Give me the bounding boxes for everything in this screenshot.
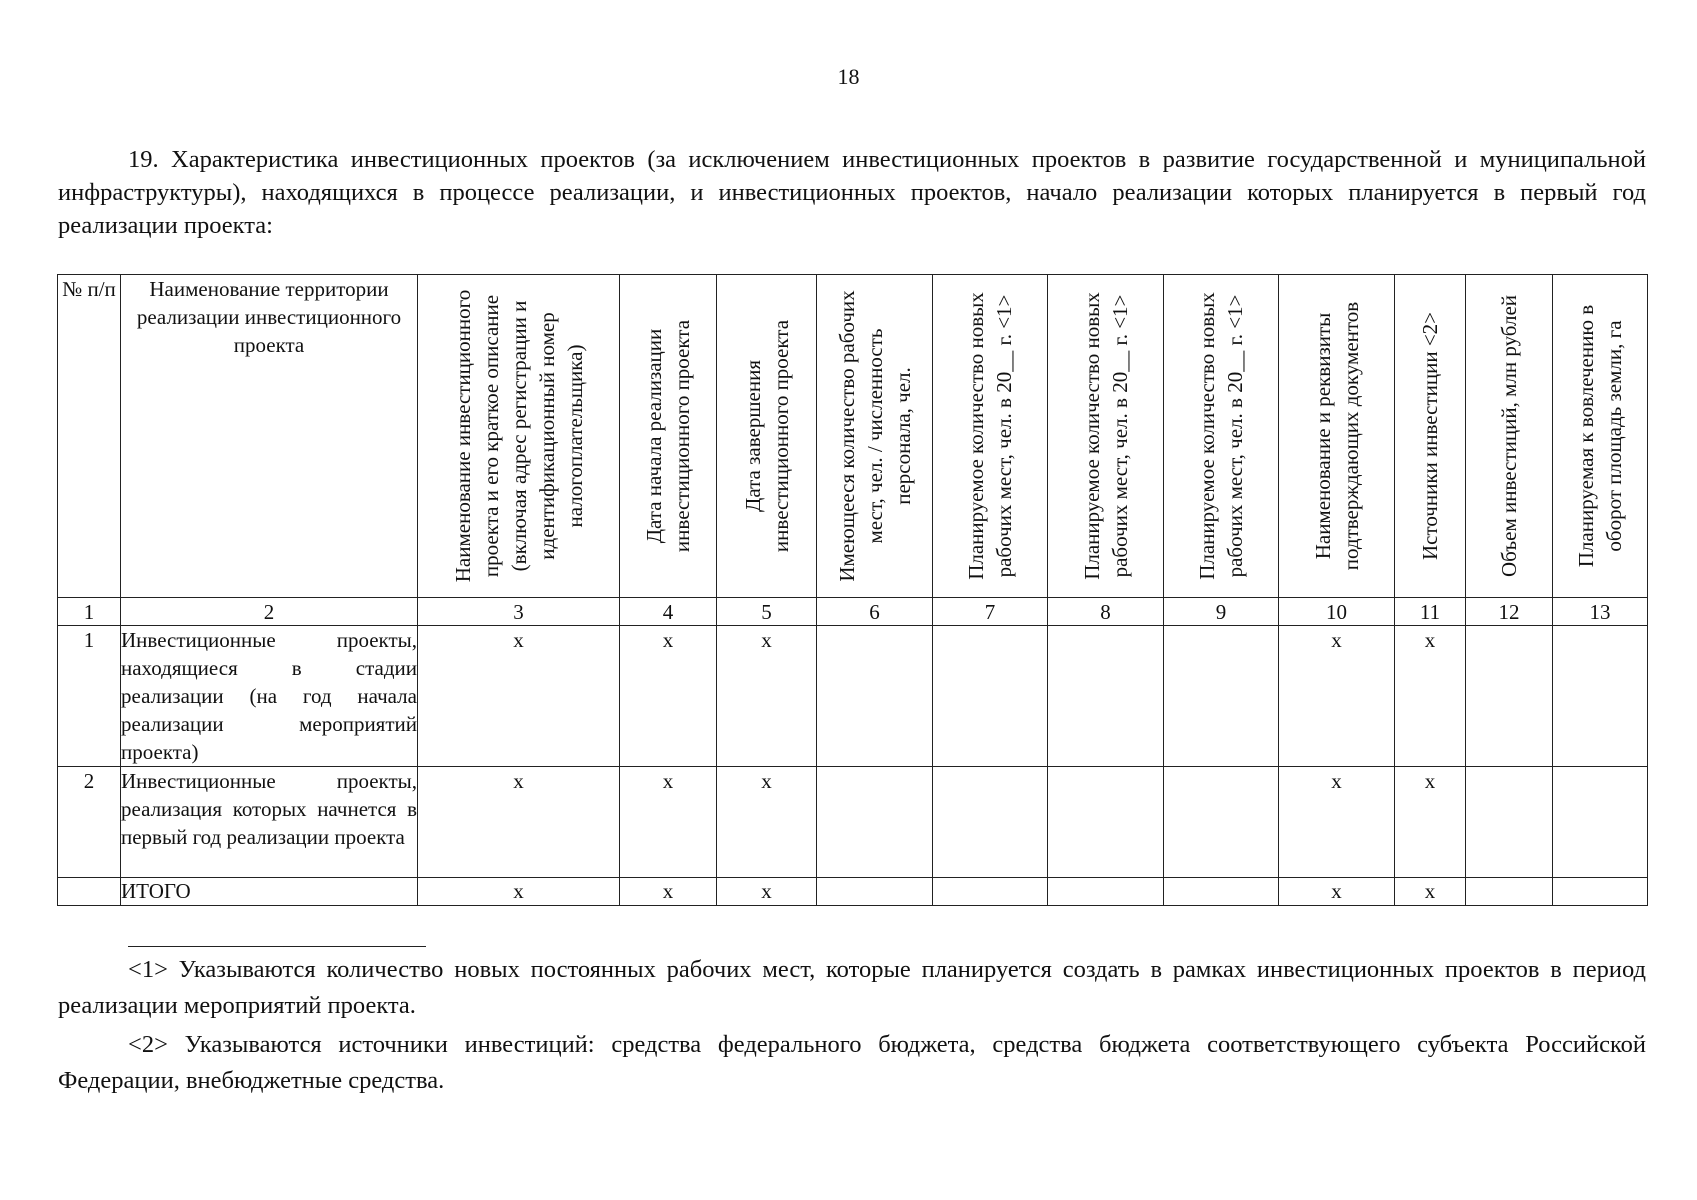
table-cell (933, 626, 1048, 767)
header-cell (1395, 275, 1466, 598)
table-cell: x (1279, 626, 1395, 767)
table-cell (1048, 767, 1164, 878)
row-name: ИТОГО (121, 878, 418, 906)
header-cell: Наименование территории реализации инвестиционного проекта (121, 275, 418, 598)
table-cell: x (1395, 878, 1466, 906)
header-cell (1553, 275, 1648, 598)
header-label: Планируемая к вовлечению в оборот площадь земли, га (1574, 304, 1626, 568)
footnote: <1> Указываются количество новых постоянных рабочих мест, которые планируется создать в рамках инвестиционных проектов в период реализации мероприятий проекта. (58, 956, 1646, 1019)
header-label: Планируемое количество новых рабочих мест, чел. в 20__ г. <1> (1195, 292, 1247, 580)
column-number: 13 (1553, 598, 1648, 626)
footnotes (58, 952, 1646, 1102)
row-number (58, 878, 121, 906)
header-label: Объем инвестиций, млн рублей (1497, 295, 1521, 578)
header-label: Планируемое количество новых рабочих мест, чел. в 20__ г. <1> (1079, 292, 1132, 580)
table-row (58, 767, 1648, 878)
column-number: 9 (1164, 598, 1279, 626)
table-cell: x (717, 626, 817, 767)
header-cell (418, 275, 620, 598)
table-cell: x (717, 878, 817, 906)
table-cell (817, 767, 933, 878)
table-cell: x (1395, 626, 1466, 767)
header-label: Дата завершения инвестиционного проекта (740, 319, 793, 553)
header-cell (1466, 275, 1553, 598)
investment-projects-table (57, 274, 1648, 906)
table-cell: x (620, 767, 717, 878)
header-cell: № п/п (58, 275, 121, 598)
table-cell: x (1279, 767, 1395, 878)
section-heading: 19. Характеристика инвестиционных проектов (за исключением инвестиционных проектов в развитие государственной и муниципальной инфраструктуры), находящихся в процессе реализации, и инвестиционных проектов, начало реализации которых планируется в первый год реализации проекта: (58, 146, 1646, 239)
table-cell (1048, 878, 1164, 906)
header-label: Источники инвестиции <2> (1418, 311, 1442, 561)
table-cell (1553, 878, 1648, 906)
table-cell: x (418, 626, 620, 767)
total-row (58, 878, 1648, 906)
table-cell: x (418, 878, 620, 906)
table-cell (1553, 767, 1648, 878)
column-number: 5 (717, 598, 817, 626)
header-label: Наименование и реквизиты подтверждающих документов (1310, 301, 1363, 571)
header-cell (717, 275, 817, 598)
footnote: <2> Указываются источники инвестиций: средства федерального бюджета, средства бюджета соответствующего субъекта Российской Федерации, внебюджетные средства. (58, 1031, 1646, 1094)
row-name: Инвестиционные проекты, реализация которых начнется в первый год реализации проекта (121, 767, 418, 878)
header-label: Имеющееся количество рабочих мест, чел. / численность персонала, чел. (834, 290, 915, 582)
table-cell: x (418, 767, 620, 878)
table-cell (933, 878, 1048, 906)
column-number: 11 (1395, 598, 1466, 626)
header-cell (1279, 275, 1395, 598)
table-cell: x (1279, 878, 1395, 906)
table-cell (817, 626, 933, 767)
table-cell: x (717, 767, 817, 878)
table-cell (933, 767, 1048, 878)
table-cell: x (620, 878, 717, 906)
header-cell (1164, 275, 1279, 598)
column-number: 4 (620, 598, 717, 626)
footnote-separator (128, 946, 426, 947)
table-cell: x (1395, 767, 1466, 878)
column-number: 6 (817, 598, 933, 626)
column-number: 1 (58, 598, 121, 626)
header-cell (1048, 275, 1164, 598)
table-cell (1466, 878, 1553, 906)
header-label: Наименование инвестиционного проекта и его краткое описание (включая адрес регистрации и идентификационный номер налогоплательщика) (450, 289, 587, 583)
header-cell (817, 275, 933, 598)
table-cell (1164, 626, 1279, 767)
table-cell (1164, 767, 1279, 878)
column-number: 8 (1048, 598, 1164, 626)
table-header-row (58, 275, 1648, 598)
header-cell (620, 275, 717, 598)
table-cell (1553, 626, 1648, 767)
row-number: 1 (58, 626, 121, 767)
column-number: 12 (1466, 598, 1553, 626)
table-cell (1466, 767, 1553, 878)
column-number: 3 (418, 598, 620, 626)
column-number: 2 (121, 598, 418, 626)
header-cell (933, 275, 1048, 598)
header-label: Планируемое количество новых рабочих мест, чел. в 20__ г. <1> (964, 292, 1016, 580)
table-row (58, 626, 1648, 767)
table-cell: x (620, 626, 717, 767)
page-number: 18 (837, 64, 860, 89)
row-number: 2 (58, 767, 121, 878)
table-cell (1048, 626, 1164, 767)
column-number: 7 (933, 598, 1048, 626)
row-name: Инвестиционные проекты, находящиеся в стадии реализации (на год начала реализации мероприятий проекта) (121, 626, 418, 767)
table-cell (1466, 626, 1553, 767)
table-cell (817, 878, 933, 906)
column-number: 10 (1279, 598, 1395, 626)
table-cell (1164, 878, 1279, 906)
column-number-row (58, 598, 1648, 626)
header-label: Дата начала реализации инвестиционного проекта (642, 319, 694, 553)
